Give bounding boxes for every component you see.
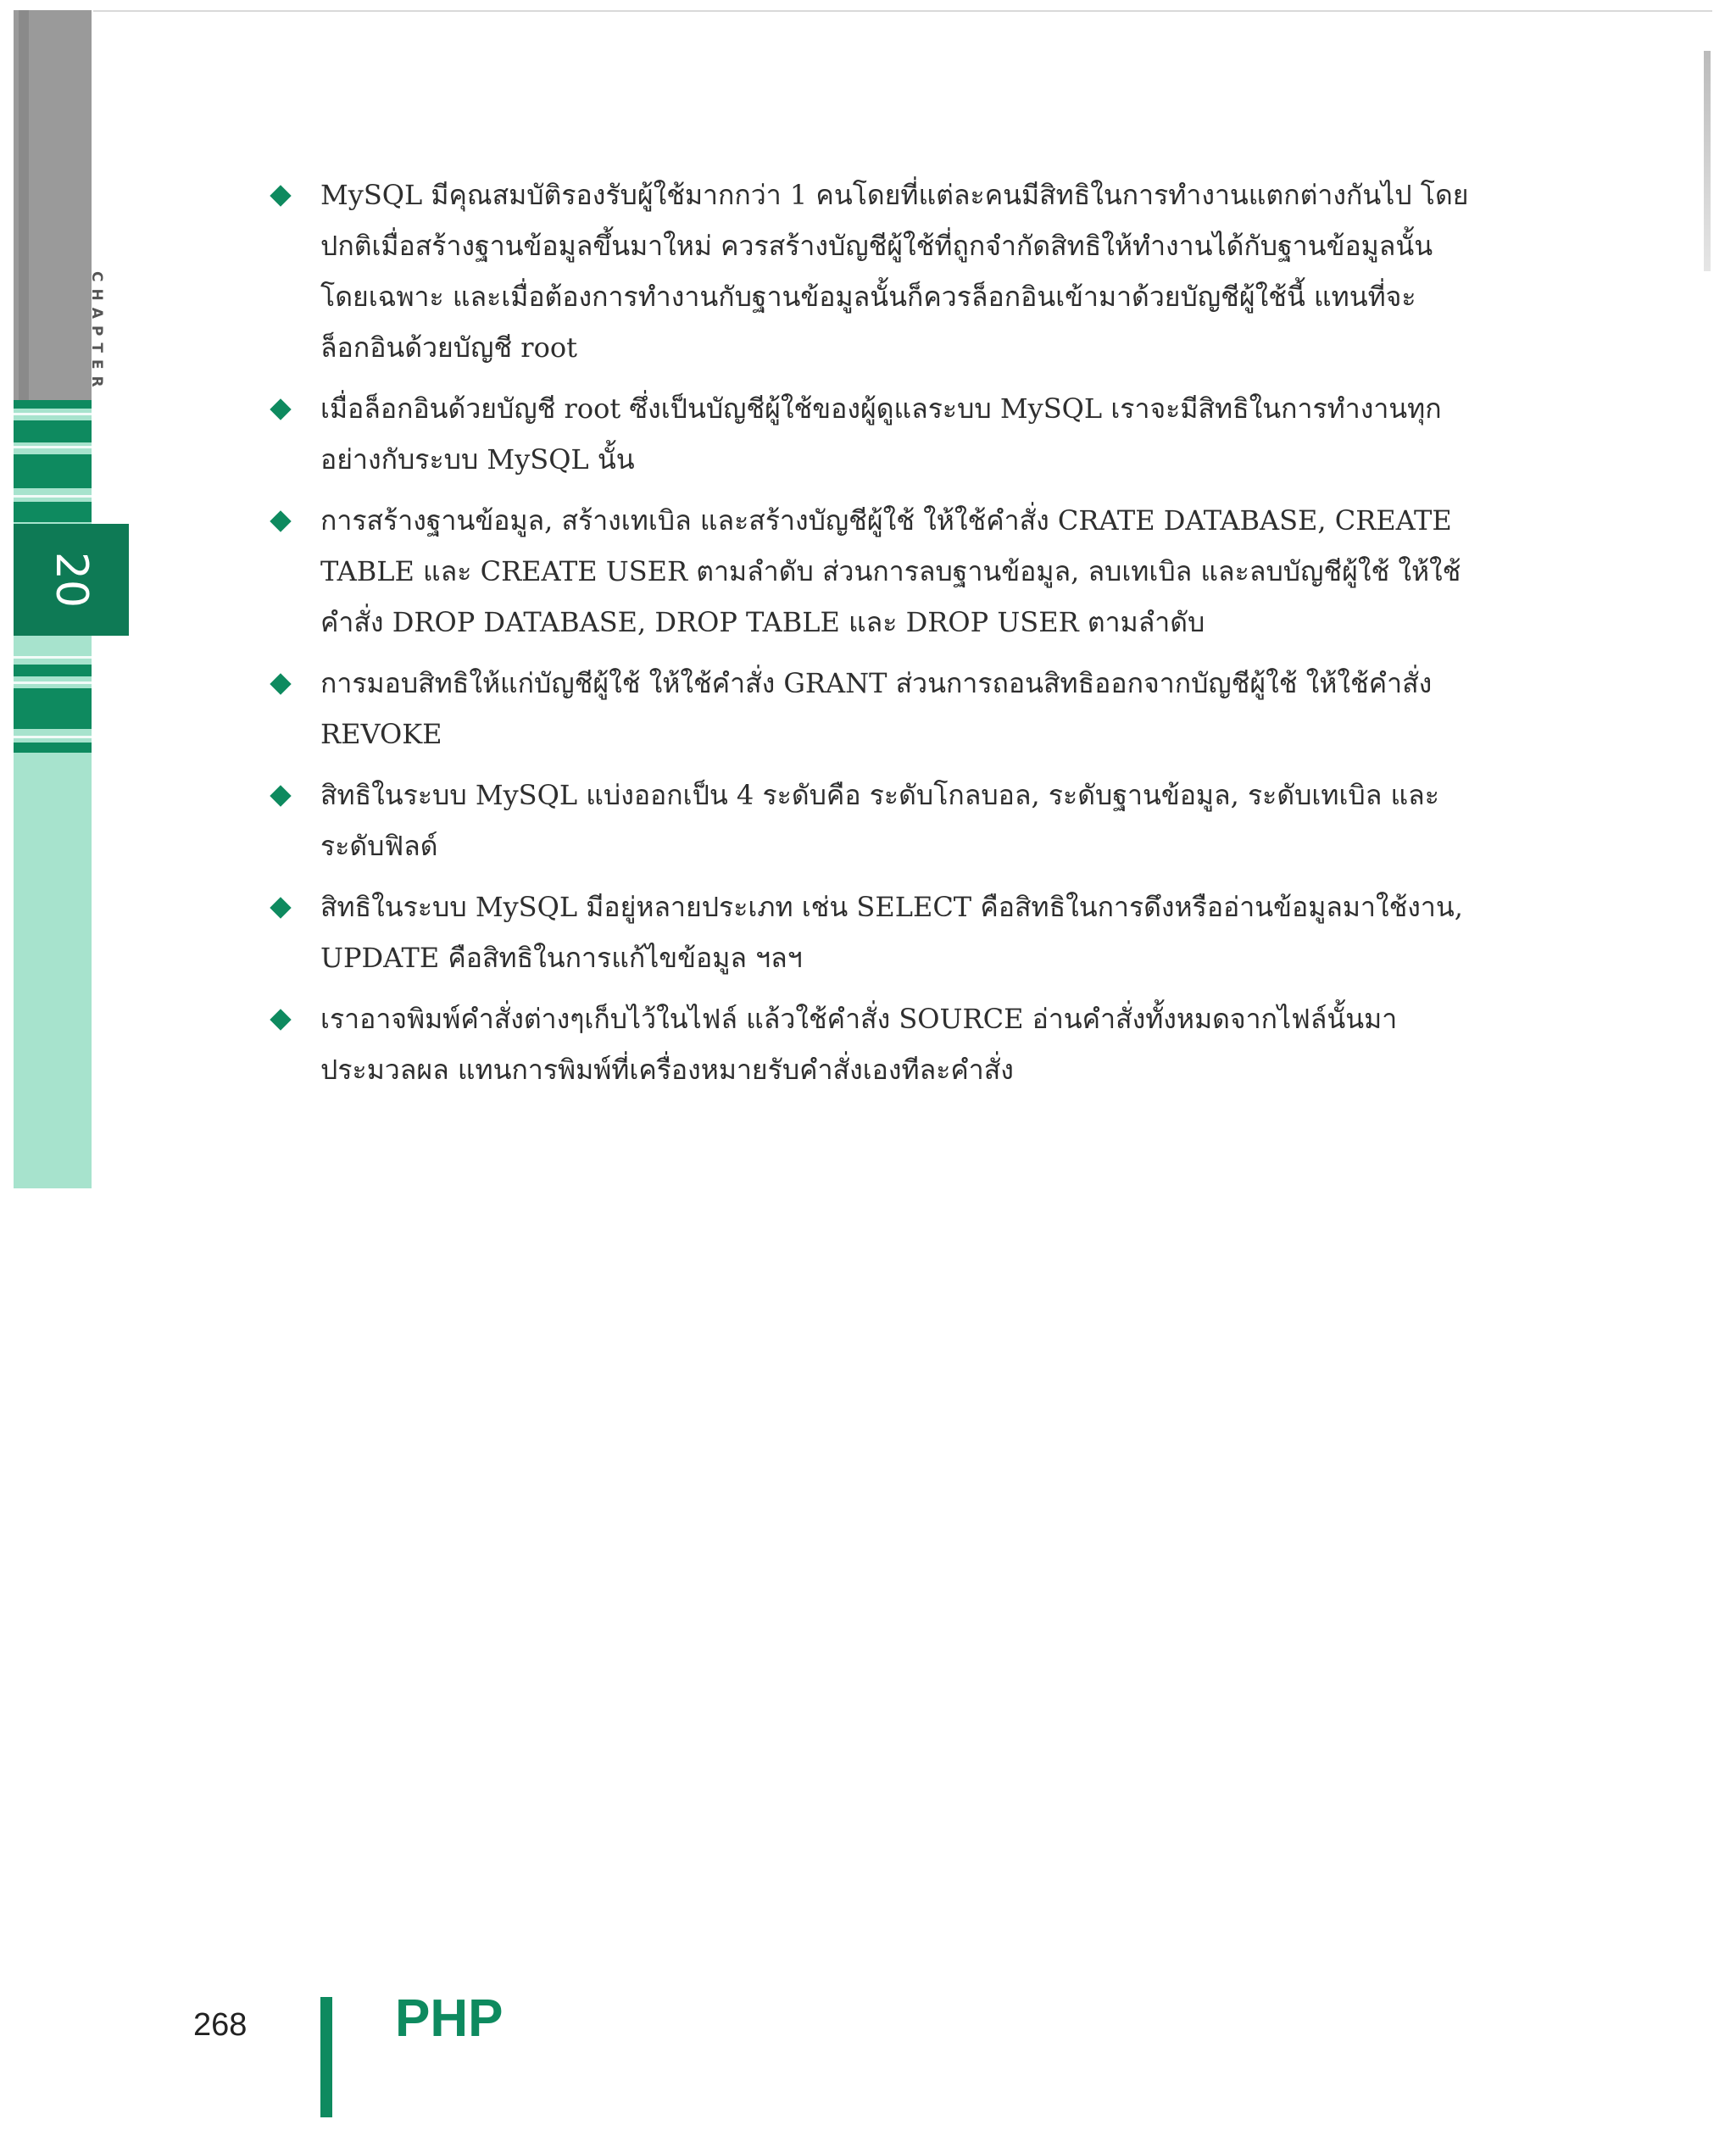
strip-bar — [14, 400, 92, 409]
list-item — [273, 383, 1477, 485]
list-item — [273, 495, 1477, 648]
top-rule — [93, 10, 1712, 12]
strip-gray-shade — [19, 10, 29, 400]
diamond-bullet-icon — [270, 673, 291, 694]
list-item — [273, 882, 1477, 983]
strip-bar — [14, 454, 92, 488]
bullet-text: สิทธิในระบบ MySQL มีอยู่หลายประเภท เช่น SELECT คือสิทธิในการดึงหรืออ่านข้อมูลมาใช้งาน, UPDATE คือสิทธิในการแก้ไขข้อมูล ฯลฯ — [320, 891, 1463, 974]
bullet-text: เราอาจพิมพ์คำสั่งต่างๆเก็บไว้ในไฟล์ แล้วใช้คำสั่ง SOURCE อ่านคำสั่งทั้งหมดจากไฟล์นั้นมาประมวลผล แทนการพิมพ์ที่เครื่องหมายรับคำสั่งเองทีละคำสั่ง — [320, 1003, 1398, 1086]
strip-line — [14, 656, 92, 659]
diamond-bullet-icon — [270, 785, 291, 806]
diamond-bullet-icon — [270, 897, 291, 918]
bullet-text: MySQL มีคุณสมบัติรองรับผู้ใช้มากกว่า 1 คนโดยที่แต่ละคนมีสิทธิในการทำงานแตกต่างกันไป โดยปกติเมื่อสร้างฐานข้อมูลขึ้นมาใหม่ ควรสร้างบัญชีผู้ใช้ที่ถูกจำกัดสิทธิให้ทำงานได้กับฐานข้อมูลนั้นโดยเฉพาะ และเมื่อต้องการทำงานกับฐานข้อมูลนั้นก็ควรล็อกอินเข้ามาด้วยบัญชีผู้ใช้นี้ แทนที่จะล็อกอินด้วยบัญชี root — [320, 179, 1469, 364]
bullet-text: การมอบสิทธิให้แก่บัญชีผู้ใช้ ให้ใช้คำสั่ง GRANT ส่วนการถอนสิทธิออกจากบัญชีผู้ใช้ ให้ใช้คำสั่ง REVOKE — [320, 667, 1433, 750]
diamond-bullet-icon — [270, 398, 291, 420]
list-item — [273, 658, 1477, 759]
summary-bullet-list — [273, 170, 1477, 1105]
chapter-label: CHAPTER — [88, 271, 105, 394]
strip-line — [14, 681, 92, 684]
chapter-number: 20 — [45, 551, 97, 609]
list-item — [273, 170, 1477, 373]
strip-bar — [14, 420, 92, 442]
bullet-text: สิทธิในระบบ MySQL แบ่งออกเป็น 4 ระดับคือ ระดับโกลบอล, ระดับฐานข้อมูล, ระดับเทเบิล และระดับฟิลด์ — [320, 779, 1439, 862]
footer-rule — [320, 1997, 332, 2117]
chapter-number-box — [14, 524, 129, 636]
diamond-bullet-icon — [270, 185, 291, 206]
strip-bar — [14, 743, 92, 753]
strip-line — [14, 495, 92, 498]
strip-line — [14, 736, 92, 738]
page-edge-shadow — [1704, 51, 1711, 271]
diamond-bullet-icon — [270, 510, 291, 531]
bullet-text: การสร้างฐานข้อมูล, สร้างเทเบิล และสร้างบัญชีผู้ใช้ ให้ใช้คำสั่ง CRATE DATABASE, CREATE TABLE และ CREATE USER ตามลำดับ ส่วนการลบฐานข้อมูล, ลบเทเบิล และลบบัญชีผู้ใช้ ให้ใช้คำสั่ง DROP DATABASE, DROP TABLE และ DROP USER ตามลำดับ — [320, 504, 1461, 638]
list-item — [273, 770, 1477, 871]
list-item — [273, 993, 1477, 1095]
diamond-bullet-icon — [270, 1009, 291, 1030]
page-number: 268 — [193, 2007, 248, 2043]
bullet-text: เมื่อล็อกอินด้วยบัญชี root ซึ่งเป็นบัญชีผู้ใช้ของผู้ดูแลระบบ MySQL เราจะมีสิทธิในการทำงานทุกอย่างกับระบบ MySQL นั้น — [320, 392, 1442, 476]
strip-line — [14, 446, 92, 448]
book-title: PHP — [395, 1989, 504, 2048]
strip-bar — [14, 688, 92, 729]
strip-bar — [14, 502, 92, 522]
strip-bar — [14, 665, 92, 676]
strip-line — [14, 413, 92, 415]
